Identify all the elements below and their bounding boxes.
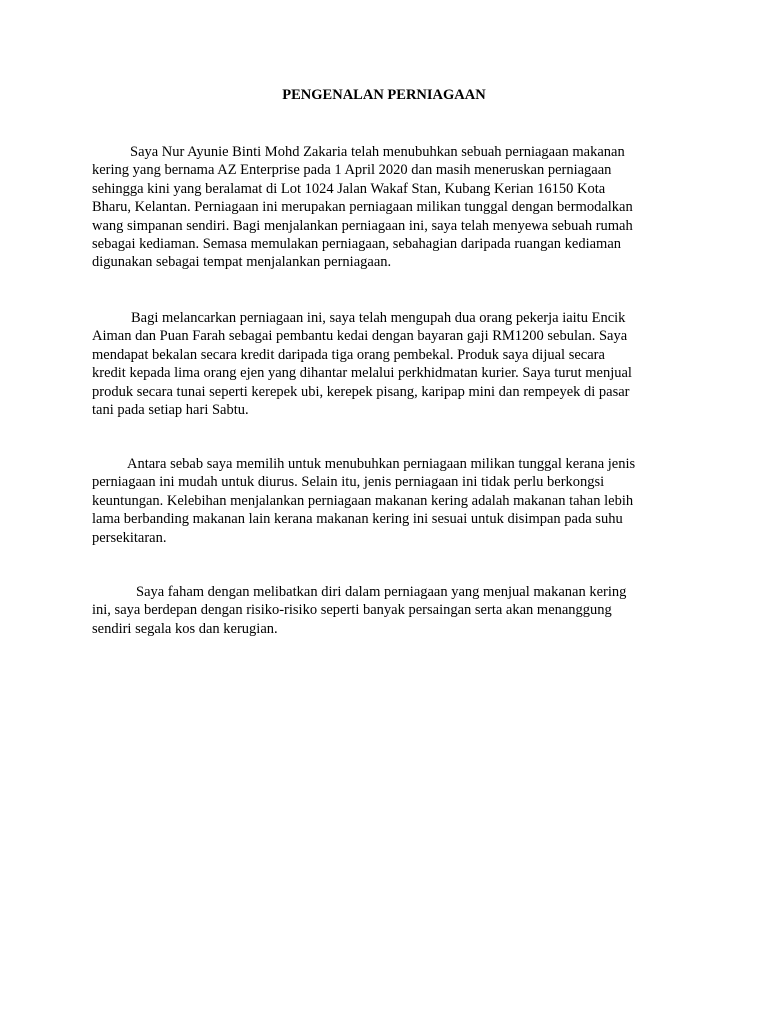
paragraph-line: kering yang bernama AZ Enterprise pada 1 April 2020 dan masih meneruskan perniagaan (92, 162, 612, 179)
paragraph-operations (92, 309, 672, 419)
paragraph-line: Saya Nur Ayunie Binti Mohd Zakaria telah menubuhkan sebuah perniagaan makanan (130, 144, 625, 160)
paragraph-risks (92, 583, 672, 638)
paragraph-reasons (92, 455, 672, 547)
paragraph-line: perniagaan ini mudah untuk diurus. Selain itu, jenis perniagaan ini tidak perlu berkongsi (92, 474, 605, 491)
paragraph-line: Bharu, Kelantan. Perniagaan ini merupakan perniagaan milikan tunggal dengan bermodalkan (92, 199, 633, 216)
paragraph-line: sendiri segala kos dan kerugian. (92, 620, 278, 637)
paragraph-line: persekitaran. (92, 529, 167, 546)
paragraph-line: mendapat bekalan secara kredit daripada tiga orang pembekal. Produk saya dijual secara (92, 346, 605, 363)
paragraph-line: produk secara tunai seperti kerepek ubi, kerepek pisang, karipap mini dan rempeyek di pasar (92, 383, 630, 400)
paragraph-line: keuntungan. Kelebihan menjalankan perniagaan makanan kering adalah makanan tahan lebih (92, 492, 634, 509)
paragraph-introduction (92, 143, 672, 272)
document-title: PENGENALAN PERNIAGAAN (282, 87, 486, 103)
paragraph-line: Antara sebab saya memilih untuk menubuhkan perniagaan milikan tunggal kerana jenis (127, 456, 636, 472)
paragraph-line: ini, saya berdepan dengan risiko-risiko seperti banyak persaingan serta akan menanggung (92, 602, 612, 619)
paragraph-line: sehingga kini yang beralamat di Lot 1024 Jalan Wakaf Stan, Kubang Kerian 16150 Kota (92, 180, 606, 197)
paragraph-line: sebagai kediaman. Semasa memulakan perniagaan, sebahagian daripada ruangan kediaman (92, 236, 622, 253)
paragraph-line: lama berbanding makanan lain kerana makanan kering ini sesuai untuk disimpan pada suhu (92, 511, 623, 528)
paragraph-line: tani pada setiap hari Sabtu. (92, 402, 249, 419)
paragraph-line: Bagi melancarkan perniagaan ini, saya telah mengupah dua orang pekerja iaitu Encik (131, 310, 626, 326)
paragraph-line: Saya faham dengan melibatkan diri dalam perniagaan yang menjual makanan kering (136, 584, 627, 600)
paragraph-line: Aiman dan Puan Farah sebagai pembantu kedai dengan bayaran gaji RM1200 sebulan. Saya (92, 328, 628, 345)
paragraph-line: kredit kepada lima orang ejen yang dihantar melalui perkhidmatan kurier. Saya turut menjual (92, 365, 632, 382)
paragraph-line: digunakan sebagai tempat menjalankan perniagaan. (92, 254, 392, 271)
paragraph-line: wang simpanan sendiri. Bagi menjalankan perniagaan ini, saya telah menyewa sebuah rumah (92, 217, 633, 234)
